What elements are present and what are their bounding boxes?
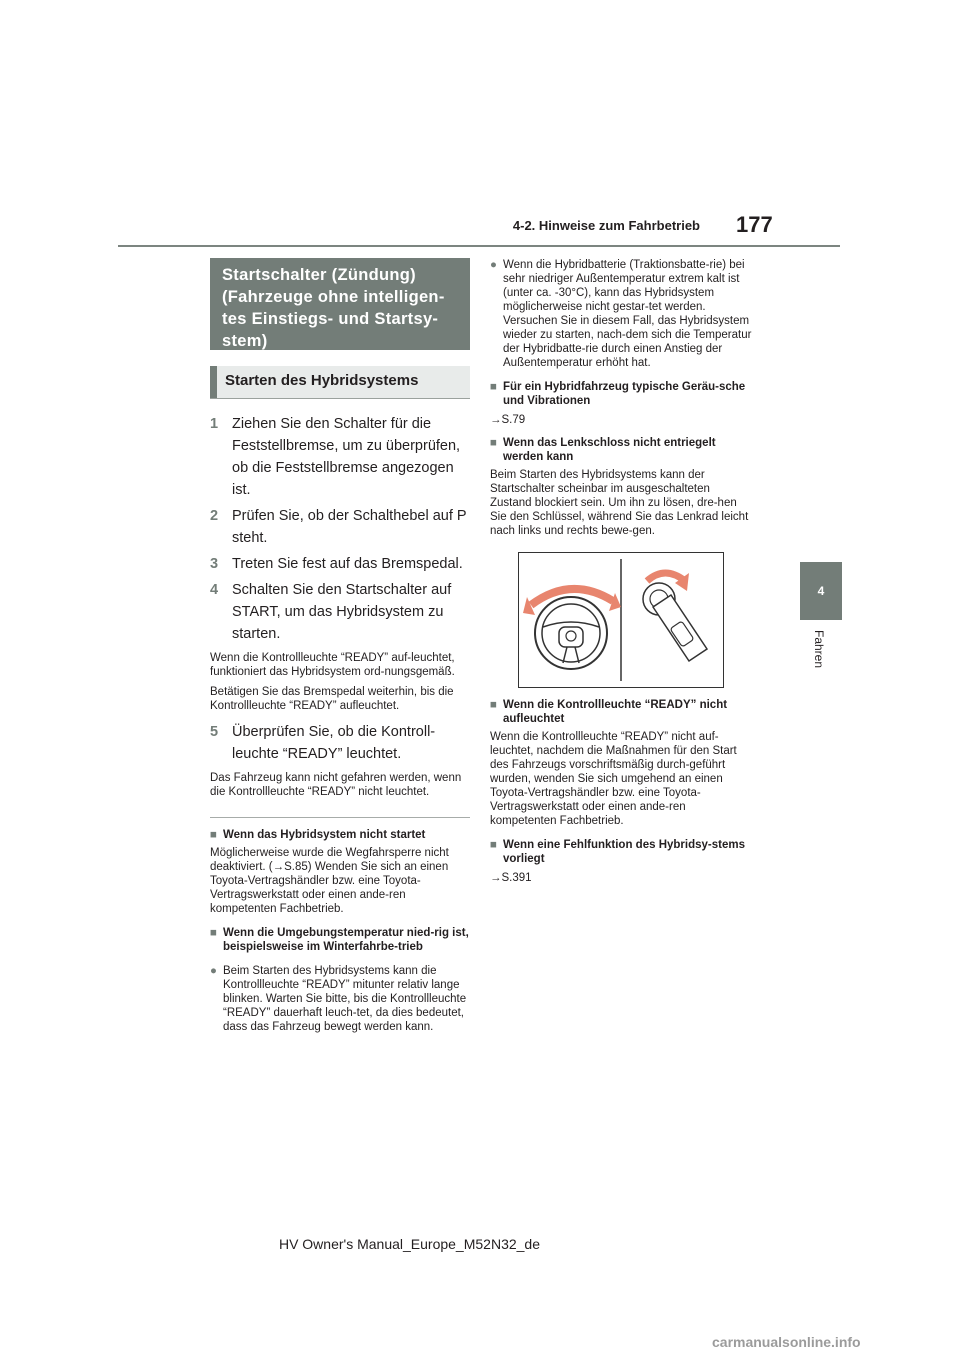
info-bullet-text: Beim Starten des Hybridsystems kann die Kontrollleuchte “READY” mitunter relativ lange blinken. Warten Sie bitte, bis die Kontrollleuchte “READY” dauerhaft leuch-tet, da dies bedeutet, dass das Fahrzeug bewegt werden kann. (223, 965, 467, 1033)
step-text: Überprüfen Sie, ob die Kontroll-leuchte “READY” leuchtet. (232, 724, 436, 762)
step-number: 4 (210, 582, 219, 598)
square-bullet-icon: ■ (490, 839, 497, 851)
info-heading (490, 838, 752, 866)
info-bullet-text: Wenn die Hybridbatterie (Traktionsbatte-rie) bei sehr niedriger Außentemperatur extrem kalt ist (unter ca. -30°C), kann das Hybridsystem möglicherweise nicht gestar-tet werden. Versuchen Sie in diesem Fall, das Hybridsystem wieder zu starten, nach-dem sich die Temperatur der Hybridbatte-rie durch einen Anstieg der Außentemperatur erhöht hat. (503, 259, 752, 369)
subsection-title: Starten des Hybridsystems (210, 366, 470, 398)
info-bullet (490, 258, 752, 370)
square-bullet-icon: ■ (210, 829, 217, 841)
step-1 (210, 413, 470, 501)
page-number: 177 (736, 212, 773, 237)
header-rule (118, 245, 840, 247)
step-number: 5 (210, 724, 219, 740)
steering-key-illustration (519, 553, 723, 687)
watermark: carmanualsonline.info (712, 1334, 861, 1350)
square-bullet-icon: ■ (210, 927, 217, 939)
step-text: Treten Sie fest auf das Bremspedal. (232, 556, 463, 572)
circle-bullet-icon: ● (490, 259, 497, 271)
step-5 (210, 721, 470, 765)
info-heading-text: Wenn eine Fehlfunktion des Hybridsy-stems vorliegt (503, 839, 745, 865)
section-title: Startschalter (Zündung) (Fahrzeuge ohne intelligen-tes Einstiegs- und Startsy-stem) (210, 258, 470, 350)
steering-wheel-icon (535, 597, 607, 669)
header-section-title: 4-2. Hinweise zum Fahrbetrieb (512, 218, 700, 233)
step-number: 3 (210, 556, 219, 572)
info-heading-text: Wenn die Umgebungstemperatur nied-rig ist, beispielsweise im Winterfahrbe-trieb (223, 927, 469, 953)
info-heading-text: Für ein Hybridfahrzeug typische Geräu-sche und Vibrationen (503, 381, 746, 407)
ignition-key-icon (643, 573, 707, 661)
step-text: Schalten Sie den Startschalter auf START, um das Hybridsystem zu starten. (232, 582, 452, 642)
step-3 (210, 553, 470, 575)
info-heading (490, 698, 752, 726)
page-reference: →S.79 (490, 414, 526, 426)
info-heading (210, 828, 470, 842)
square-bullet-icon: ■ (490, 699, 497, 711)
step-note: Betätigen Sie das Bremspedal weiterhin, bis die Kontrollleuchte “READY” aufleuchtet. (210, 686, 454, 712)
step-note: Wenn die Kontrollleuchte “READY” auf-leuchtet, funktioniert das Hybridsystem ord-nungsgemäß. (210, 652, 455, 678)
step-number: 2 (210, 508, 219, 524)
steering-key-figure (518, 552, 724, 688)
info-body: Beim Starten des Hybridsystems kann der Startschalter scheinbar im ausgeschalteten Zustand blockiert sein. Um ihn zu lösen, dre-hen Sie den Schlüssel, während Sie das Lenkrad leicht nach links und rechts bewe-gen. (490, 469, 749, 537)
info-bullet (210, 964, 470, 1034)
info-heading-text: Wenn die Kontrollleuchte “READY” nicht aufleuchtet (503, 699, 728, 725)
info-body: Wenn die Kontrollleuchte “READY” nicht auf-leuchtet, nachdem die Maßnahmen für den Start des Fahrzeugs vorschriftsmäßig durch-geführt wurden, wenden Sie sich umgehend an einen Toyota-Vertragshändler bzw. eine Toyota-Vertragswerkstatt oder einen ande-ren kompetenten Fachbetrieb. (490, 731, 737, 827)
step-4 (210, 579, 470, 645)
chapter-tab (800, 562, 842, 620)
right-column (490, 258, 752, 884)
info-heading-text: Wenn das Hybridsystem nicht startet (223, 829, 426, 841)
step-text: Prüfen Sie, ob der Schalthebel auf P steht. (232, 508, 467, 546)
info-heading (490, 436, 752, 464)
square-bullet-icon: ■ (490, 437, 497, 449)
info-heading-text: Wenn das Lenkschloss nicht entriegelt werden kann (503, 437, 716, 463)
left-column (210, 258, 470, 1034)
step-number: 1 (210, 416, 219, 432)
chapter-number: 4 (817, 584, 825, 598)
circle-bullet-icon: ● (210, 965, 217, 977)
footer-manual-id: HV Owner's Manual_Europe_M52N32_de (278, 1236, 540, 1252)
info-heading (490, 380, 752, 408)
info-body: Möglicherweise wurde die Wegfahrsperre nicht deaktiviert. (→S.85) Wenden Sie sich an einen Toyota-Vertragshändler bzw. eine Toyota-Vertragswerkstatt oder einen ande-ren kompetenten Fachbetrieb. (210, 847, 449, 915)
chapter-label: Fahren (812, 630, 826, 669)
step-2 (210, 505, 470, 549)
step-note: Das Fahrzeug kann nicht gefahren werden, wenn die Kontrollleuchte “READY” nicht leuchtet. (210, 772, 462, 798)
step-text: Ziehen Sie den Schalter für die Feststellbremse, um zu überprüfen, ob die Feststellbremse angezogen ist. (232, 416, 461, 498)
square-bullet-icon: ■ (490, 381, 497, 393)
info-heading (210, 926, 470, 954)
section-divider (210, 817, 470, 818)
page-reference: →S.391 (490, 872, 532, 884)
